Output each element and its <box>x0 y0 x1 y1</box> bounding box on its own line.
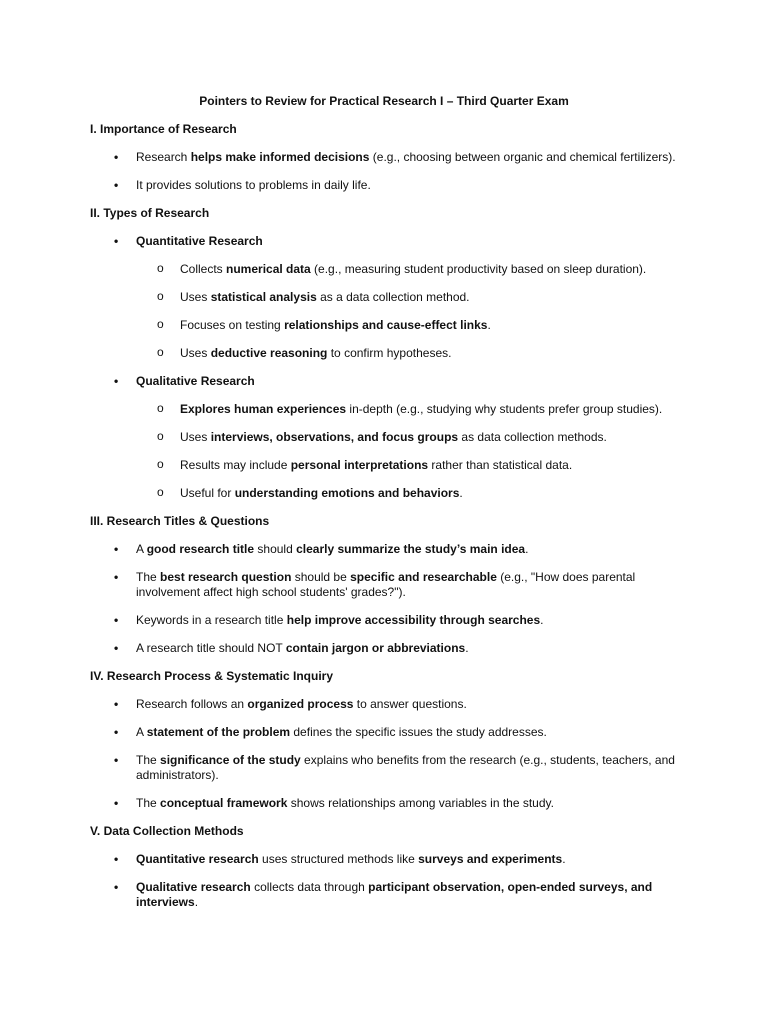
text: Focuses on testing <box>180 318 285 332</box>
text: explains who benefits from the research (e.g., students, teachers, and administrators). <box>136 753 675 782</box>
list-item <box>90 234 678 249</box>
list-item <box>90 796 678 811</box>
bullet-icon: • <box>114 150 119 164</box>
hollow-bullet-icon: o <box>157 261 164 275</box>
document-title: Pointers to Review for Practical Research I – Third Quarter Exam <box>199 94 569 108</box>
list-item <box>90 374 678 389</box>
sub-list-item <box>90 486 678 501</box>
text: . <box>465 641 469 655</box>
text: Results may include <box>180 458 291 472</box>
list-item <box>90 150 678 165</box>
bold-text: relationships and cause-effect links <box>284 318 488 332</box>
text: Uses <box>180 290 211 304</box>
bold-text: numerical data <box>226 262 311 276</box>
bold-text: significance of the study <box>160 753 301 767</box>
sub-list-item <box>90 346 678 361</box>
bullet-list <box>90 697 678 811</box>
text: It provides solutions to problems in daily life. <box>136 178 371 192</box>
sub-list-item <box>90 290 678 305</box>
text: to confirm hypotheses. <box>327 346 452 360</box>
bold-text: help improve accessibility through searches <box>286 613 541 627</box>
hollow-bullet-icon: o <box>157 485 164 499</box>
list-item <box>90 880 678 910</box>
bullet-list <box>90 542 678 656</box>
text: A research title should NOT <box>136 641 286 655</box>
bold-text: clearly summarize the study’s main idea <box>296 542 526 556</box>
list-item <box>90 178 678 193</box>
section-heading: III. Research Titles & Questions <box>90 514 270 528</box>
bold-text: Qualitative research <box>136 880 251 894</box>
bullet-icon: • <box>114 234 119 248</box>
text: . <box>525 542 529 556</box>
text: (e.g., "How does parental involvement affect high school students' grades?"). <box>136 570 636 599</box>
text: Uses <box>180 430 211 444</box>
text: A <box>136 725 147 739</box>
text: (e.g., measuring student productivity based on sleep duration). <box>310 262 647 276</box>
sub-list-item <box>90 430 678 445</box>
text: (e.g., choosing between organic and chemical fertilizers). <box>369 150 676 164</box>
text: shows relationships among variables in the study. <box>287 796 554 810</box>
text: defines the specific issues the study addresses. <box>290 725 547 739</box>
bold-text: contain jargon or abbreviations <box>285 641 466 655</box>
bold-text: Qualitative Research <box>136 374 255 388</box>
text: The <box>136 796 161 810</box>
section-heading: IV. Research Process & Systematic Inquiry <box>90 669 334 683</box>
text: Collects <box>180 262 227 276</box>
bold-text: surveys and experiments <box>418 852 563 866</box>
bullet-icon: • <box>114 697 119 711</box>
bold-text: personal interpretations <box>290 458 429 472</box>
bold-text: helps make informed decisions <box>190 150 370 164</box>
bullet-icon: • <box>114 613 119 627</box>
hollow-bullet-icon: o <box>157 457 164 471</box>
hollow-bullet-icon: o <box>157 401 164 415</box>
bullet-list <box>90 234 678 501</box>
bold-text: Explores human experiences <box>180 402 347 416</box>
bullet-icon: • <box>114 178 119 192</box>
sub-list-item <box>90 402 678 417</box>
text: uses structured methods like <box>258 852 419 866</box>
bullet-icon: • <box>114 725 119 739</box>
sub-list-item <box>90 318 678 333</box>
list-item <box>90 753 678 783</box>
text: to answer questions. <box>353 697 467 711</box>
list-item <box>90 570 678 600</box>
text: The <box>136 753 161 767</box>
sub-list-item <box>90 262 678 277</box>
bullet-icon: • <box>114 796 119 810</box>
bold-text: Quantitative research <box>136 852 259 866</box>
bold-text: interviews, observations, and focus groups <box>210 430 459 444</box>
bullet-icon: • <box>114 542 119 556</box>
text: . <box>562 852 566 866</box>
text: . <box>540 613 544 627</box>
bullet-icon: • <box>114 641 119 655</box>
text: in-depth (e.g., studying why students prefer group studies). <box>346 402 663 416</box>
bold-text: understanding emotions and behaviors <box>234 486 460 500</box>
list-item <box>90 725 678 740</box>
section-heading: II. Types of Research <box>90 206 210 220</box>
text: rather than statistical data. <box>428 458 573 472</box>
bold-text: statement of the problem <box>146 725 291 739</box>
bold-text: organized process <box>247 697 354 711</box>
text: Useful for <box>180 486 235 500</box>
hollow-bullet-icon: o <box>157 345 164 359</box>
bold-text: conceptual framework <box>160 796 288 810</box>
section-heading: V. Data Collection Methods <box>90 824 244 838</box>
document-body <box>90 122 678 910</box>
list-item <box>90 641 678 656</box>
bullet-icon: • <box>114 374 119 388</box>
bullet-icon: • <box>114 880 119 894</box>
text: . <box>459 486 463 500</box>
bullet-icon: • <box>114 852 119 866</box>
bold-text: deductive reasoning <box>210 346 328 360</box>
bold-text: Quantitative Research <box>136 234 263 248</box>
bold-text: participant observation, open-ended surveys, and interviews <box>136 880 653 909</box>
bullet-list <box>90 852 678 910</box>
text: The <box>136 570 161 584</box>
list-item <box>90 613 678 628</box>
text: as data collection methods. <box>458 430 607 444</box>
text: should <box>254 542 297 556</box>
text: Keywords in a research title <box>136 613 287 627</box>
hollow-bullet-icon: o <box>157 289 164 303</box>
text: Uses <box>180 346 211 360</box>
sub-list-item <box>90 458 678 473</box>
bold-text: best research question <box>160 570 292 584</box>
list-item <box>90 697 678 712</box>
bullet-icon: • <box>114 570 119 584</box>
text: . <box>194 895 199 909</box>
hollow-bullet-icon: o <box>157 317 164 331</box>
hollow-bullet-icon: o <box>157 429 164 443</box>
text: should be <box>291 570 351 584</box>
text: Research follows an <box>136 697 248 711</box>
text: Research <box>136 150 191 164</box>
bullet-icon: • <box>114 753 119 767</box>
text: A <box>136 542 147 556</box>
bold-text: good research title <box>146 542 255 556</box>
section-heading: I. Importance of Research <box>90 122 237 136</box>
bullet-list <box>90 150 678 193</box>
list-item <box>90 542 678 557</box>
bold-text: specific and researchable <box>350 570 497 584</box>
text: . <box>487 318 491 332</box>
list-item <box>90 852 678 867</box>
bold-text: statistical analysis <box>210 290 317 304</box>
text: as a data collection method. <box>316 290 470 304</box>
text: collects data through <box>250 880 369 894</box>
